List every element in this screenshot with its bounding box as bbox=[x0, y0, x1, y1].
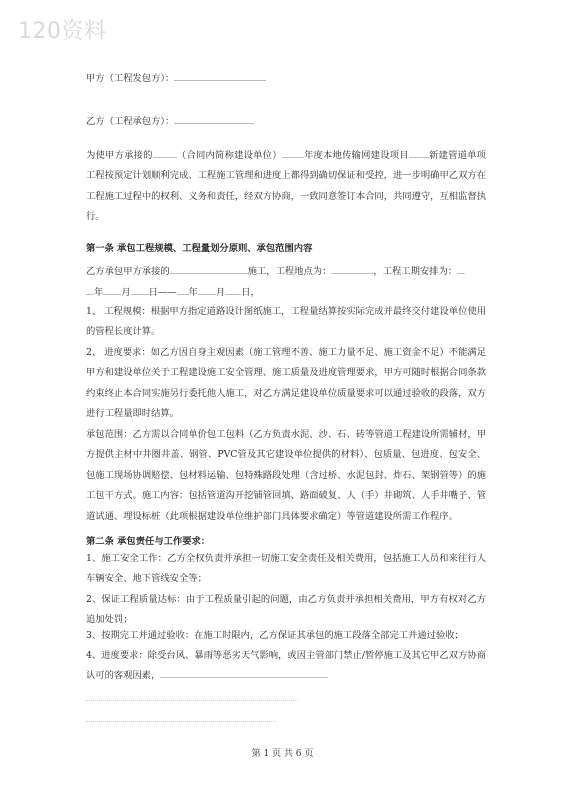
article2-item1: 1、施工安全工作：乙方全权负责并承担一切施工安全责任及相关费用，包括施工人员和来往行人车辆安全、地下管线安全等； bbox=[86, 553, 486, 585]
article1-line1 bbox=[86, 263, 465, 277]
party-b-blank bbox=[174, 113, 254, 124]
intro-blank-2 bbox=[282, 147, 304, 158]
intro-text-4: 新建管道单项工程按预定计划顺利完成、工程施工管理和进度上都得到确切保证和受控，进一步明确甲乙双方在工程施工过程中的权利、义务和责任，经双方协商，一致同意签订本合同，共同遵守，互相监督执行。 bbox=[86, 150, 486, 223]
article1-text-a: 乙方承包甲方承接的 bbox=[86, 266, 170, 277]
dotted-line-2 bbox=[86, 721, 276, 722]
article1-title: 第一条 承包工程规模、工程量划分原则、承包范围内容 bbox=[86, 243, 313, 254]
article1-item2: 2、 进度要求：如乙方因自身主观因素（施工管理不善、施工力量不足、施工资金不足）不能满足甲方和建设单位关于工程建设施工安全管理、施工质量及进度管理要求，甲方可随时根据合同条款约束终止本合同实施另行委托他人施工，对乙方满足建设单位质量要求可以通过验收的段落，双方进行工程量即时结算。 bbox=[86, 347, 486, 420]
party-b-line bbox=[86, 113, 254, 127]
intro-paragraph bbox=[86, 146, 486, 228]
end-day-label: 日， bbox=[241, 287, 260, 298]
article1-blank-location bbox=[331, 263, 373, 274]
date-range-dash: —— bbox=[157, 287, 177, 298]
intro-text-1: 为使甲方承接的 bbox=[86, 150, 153, 161]
start-year-blank bbox=[86, 284, 94, 295]
article2-item2: 2、保证工程质量达标：由于工程质量引起的问题，由乙方负责并承担相关费用，甲方有权对乙方追加处罚； bbox=[86, 594, 486, 626]
article2-item4-text: 4、进度要求：除受台风、暴雨等恶劣天气影响，或因主管部门禁止/暂停施工及其它甲乙双方协商认可的客观因素， bbox=[86, 650, 486, 682]
dotted-line-1 bbox=[86, 700, 298, 701]
end-year-label: 年 bbox=[188, 287, 198, 298]
start-year-label: 年 bbox=[94, 287, 104, 298]
article2-item3: 3、按期完工并通过验收：在施工时限内，乙方保证其承包的施工段落全部完工并通过验收； bbox=[86, 630, 464, 641]
article2-title: 第二条 承包责任与工作要求： bbox=[86, 536, 211, 547]
end-year-blank bbox=[177, 284, 189, 295]
intro-text-2: （合同内简称建设单位） bbox=[176, 150, 282, 161]
party-a-line bbox=[86, 70, 266, 84]
party-a-blank bbox=[174, 70, 266, 81]
article1-text-c: ，工程工期安排为： bbox=[373, 266, 458, 277]
start-month-label: 月 bbox=[121, 287, 131, 298]
end-month-blank bbox=[198, 284, 216, 295]
start-day-label: 日 bbox=[148, 287, 158, 298]
article2-item4 bbox=[86, 646, 486, 687]
end-day-blank bbox=[225, 284, 241, 295]
article1-text-b: 施工，工程地点为： bbox=[247, 266, 332, 277]
start-month-blank bbox=[103, 284, 121, 295]
article1-blank-schedule bbox=[457, 263, 465, 274]
party-a-label: 甲方（工程发包方）： bbox=[86, 73, 175, 84]
watermark: 120资料 bbox=[18, 19, 107, 44]
article1-blank-project bbox=[170, 263, 248, 274]
intro-text-3: 年度本地传输网建设项目 bbox=[303, 150, 409, 161]
article1-scope: 承包范围：乙方需以合同单价包工包料（乙方负责水泥、沙、石、砖等管道工程建设所需辅材，甲方提供主材中井圈井盖、钢管、PVC管及其它建设单位提供的材料）、包质量、包进度、包安全、包施工现场协调赔偿、包材料运输、包特殊路段处理（含过桥、水泥包封、炸石、架钢管等）的施工包干方式。施工内容：包括管道沟开挖铺管回填、路面破复、人（手）井砌筑、人手井嘴子、管道试通、埋设标桩（此项根据建设单位维护部门具体要求确定）等管道建设所需工作程序。 bbox=[86, 429, 486, 522]
end-month-label: 月 bbox=[215, 287, 226, 298]
page-footer: 第 1 页 共 6 页 bbox=[251, 749, 314, 759]
article1-date-line bbox=[86, 284, 260, 298]
article1-item1: 1、 工程规模：根据甲方指定道路设计图纸施工，工程量结算按实际完成并最终交付建设单位使用的管程长度计算。 bbox=[86, 306, 486, 338]
article2-item4-blank bbox=[160, 667, 328, 678]
intro-blank-3 bbox=[409, 147, 429, 158]
start-day-blank bbox=[131, 284, 149, 295]
intro-blank-1 bbox=[153, 147, 177, 158]
party-b-label: 乙方（工程承包方）： bbox=[86, 116, 175, 127]
